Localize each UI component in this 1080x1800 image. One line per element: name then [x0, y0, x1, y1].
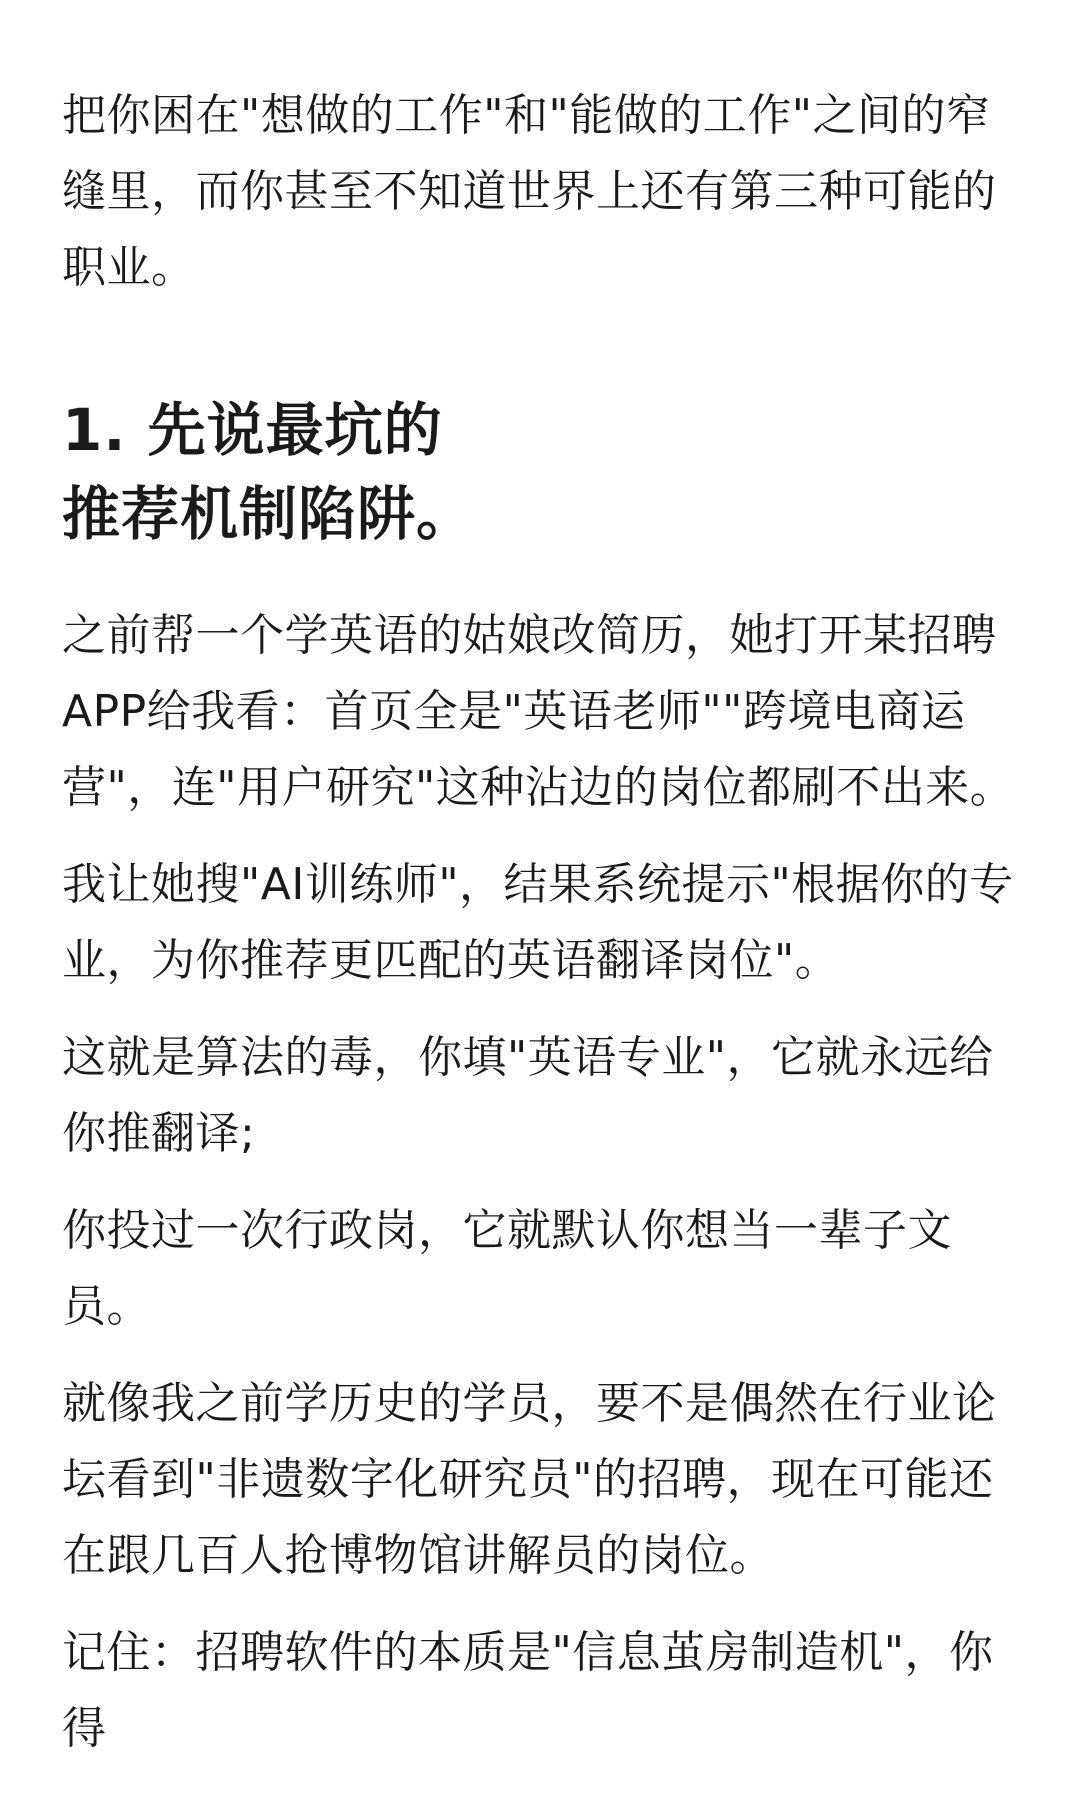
section-heading-line-2: 推荐机制陷阱。 — [62, 480, 476, 548]
paragraph-admin-default: 你投过一次行政岗，它就默认你想当一辈子文员。 — [62, 1205, 952, 1332]
paragraph-remember: 记住：招聘软件的本质是"信息茧房制造机"，你得 — [62, 1627, 994, 1754]
intro-paragraph: 把你困在"想做的工作"和"能做的工作"之间的窄缝里，而你甚至不知道世界上还有第三种可能的职业。 — [62, 90, 997, 293]
article-body — [62, 78, 1022, 1788]
section-heading-line-1: 1. 先说最坑的 — [62, 396, 443, 464]
paragraph-algorithm-poison: 这就是算法的毒，你填"英语专业"，它就永远给你推翻译; — [62, 1032, 994, 1159]
paragraph-resume-story: 之前帮一个学英语的姑娘改简历，她打开某招聘APP给我看：首页全是"英语老师""跨境电商运营"，连"用户研究"这种沾边的岗位都刷不出来。 — [62, 610, 1015, 813]
paragraph-ai-trainer-search: 我让她搜"AI训练师"，结果系统提示"根据你的专业，为你推荐更匹配的英语翻译岗位"。 — [62, 859, 1014, 986]
section-heading — [62, 388, 1022, 556]
paragraph-history-student: 就像我之前学历史的学员，要不是偶然在行业论坛看到"非遗数字化研究员"的招聘，现在可能还在跟几百人抢博物馆讲解员的岗位。 — [62, 1378, 997, 1581]
